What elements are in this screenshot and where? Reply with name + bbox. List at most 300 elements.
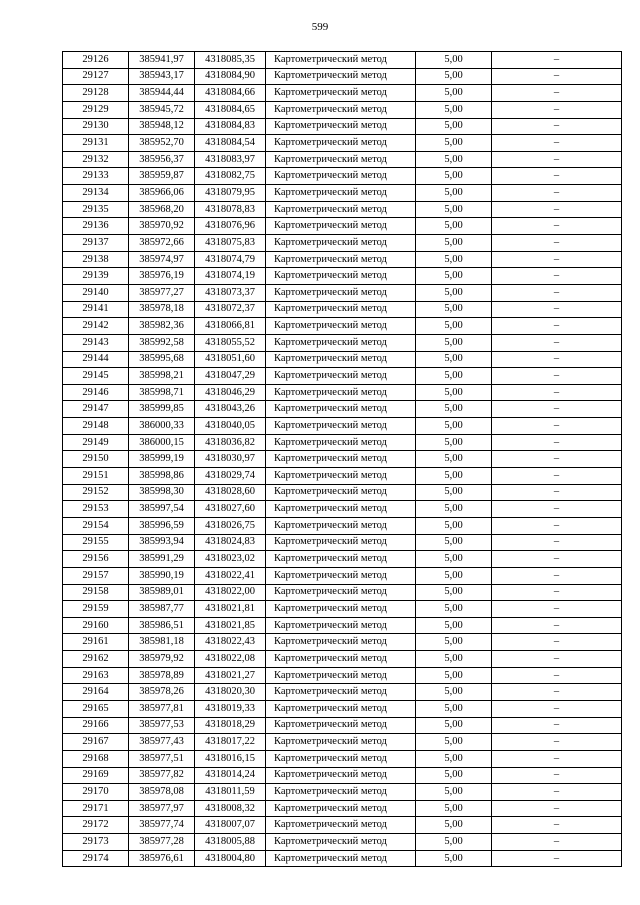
x-coordinate-cell: 385989,01 (129, 584, 195, 601)
note-cell: – (492, 218, 622, 235)
y-coordinate-cell: 4318079,95 (195, 185, 266, 202)
error-cell: 5,00 (416, 434, 492, 451)
x-coordinate-cell: 385979,92 (129, 651, 195, 668)
table-row (63, 368, 622, 385)
table-row (63, 151, 622, 168)
y-coordinate-cell: 4318084,54 (195, 135, 266, 152)
error-cell: 5,00 (416, 101, 492, 118)
point-number-cell: 29141 (63, 301, 129, 318)
table-row (63, 484, 622, 501)
table-row (63, 318, 622, 335)
note-cell: – (492, 418, 622, 435)
x-coordinate-cell: 385998,71 (129, 384, 195, 401)
table-row (63, 284, 622, 301)
x-coordinate-cell: 385977,28 (129, 834, 195, 851)
x-coordinate-cell: 385997,54 (129, 501, 195, 518)
x-coordinate-cell: 385959,87 (129, 168, 195, 185)
error-cell: 5,00 (416, 418, 492, 435)
point-number-cell: 29159 (63, 601, 129, 618)
table-row (63, 451, 622, 468)
note-cell: – (492, 334, 622, 351)
table-row (63, 684, 622, 701)
error-cell: 5,00 (416, 118, 492, 135)
page-number: 599 (311, 21, 329, 33)
note-cell: – (492, 534, 622, 551)
error-cell: 5,00 (416, 617, 492, 634)
table-row (63, 784, 622, 801)
y-coordinate-cell: 4318019,33 (195, 700, 266, 717)
point-number-cell: 29164 (63, 684, 129, 701)
point-number-cell: 29172 (63, 817, 129, 834)
y-coordinate-cell: 4318055,52 (195, 334, 266, 351)
x-coordinate-cell: 385982,36 (129, 318, 195, 335)
table-row (63, 551, 622, 568)
y-coordinate-cell: 4318026,75 (195, 517, 266, 534)
error-cell: 5,00 (416, 784, 492, 801)
x-coordinate-cell: 385945,72 (129, 101, 195, 118)
table-row (63, 418, 622, 435)
method-cell: Картометрический метод (266, 534, 416, 551)
table-row (63, 800, 622, 817)
y-coordinate-cell: 4318021,85 (195, 617, 266, 634)
method-cell: Картометрический метод (266, 101, 416, 118)
error-cell: 5,00 (416, 351, 492, 368)
error-cell: 5,00 (416, 384, 492, 401)
y-coordinate-cell: 4318036,82 (195, 434, 266, 451)
error-cell: 5,00 (416, 251, 492, 268)
y-coordinate-cell: 4318075,83 (195, 235, 266, 252)
x-coordinate-cell: 385944,44 (129, 85, 195, 102)
point-number-cell: 29145 (63, 368, 129, 385)
method-cell: Картометрический метод (266, 517, 416, 534)
x-coordinate-cell: 385998,30 (129, 484, 195, 501)
y-coordinate-cell: 4318011,59 (195, 784, 266, 801)
point-number-cell: 29158 (63, 584, 129, 601)
method-cell: Картометрический метод (266, 784, 416, 801)
error-cell: 5,00 (416, 850, 492, 867)
point-number-cell: 29154 (63, 517, 129, 534)
note-cell: – (492, 834, 622, 851)
point-number-cell: 29128 (63, 85, 129, 102)
note-cell: – (492, 717, 622, 734)
error-cell: 5,00 (416, 567, 492, 584)
note-cell: – (492, 318, 622, 335)
method-cell: Картометрический метод (266, 368, 416, 385)
error-cell: 5,00 (416, 185, 492, 202)
note-cell: – (492, 551, 622, 568)
method-cell: Картометрический метод (266, 501, 416, 518)
note-cell: – (492, 268, 622, 285)
note-cell: – (492, 800, 622, 817)
table-row (63, 384, 622, 401)
x-coordinate-cell: 385970,92 (129, 218, 195, 235)
method-cell: Картометрический метод (266, 168, 416, 185)
method-cell: Картометрический метод (266, 68, 416, 85)
table-row (63, 235, 622, 252)
y-coordinate-cell: 4318082,75 (195, 168, 266, 185)
note-cell: – (492, 850, 622, 867)
note-cell: – (492, 52, 622, 69)
x-coordinate-cell: 385991,29 (129, 551, 195, 568)
x-coordinate-cell: 385986,51 (129, 617, 195, 634)
method-cell: Картометрический метод (266, 351, 416, 368)
point-number-cell: 29148 (63, 418, 129, 435)
x-coordinate-cell: 385976,19 (129, 268, 195, 285)
method-cell: Картометрический метод (266, 817, 416, 834)
point-number-cell: 29155 (63, 534, 129, 551)
table-row (63, 567, 622, 584)
table-row (63, 601, 622, 618)
y-coordinate-cell: 4318028,60 (195, 484, 266, 501)
table-row (63, 750, 622, 767)
table-row (63, 534, 622, 551)
point-number-cell: 29153 (63, 501, 129, 518)
table-row (63, 135, 622, 152)
point-number-cell: 29161 (63, 634, 129, 651)
method-cell: Картометрический метод (266, 750, 416, 767)
x-coordinate-cell: 385977,74 (129, 817, 195, 834)
coordinates-table (62, 51, 622, 867)
method-cell: Картометрический метод (266, 401, 416, 418)
method-cell: Картометрический метод (266, 418, 416, 435)
method-cell: Картометрический метод (266, 301, 416, 318)
method-cell: Картометрический метод (266, 118, 416, 135)
y-coordinate-cell: 4318040,05 (195, 418, 266, 435)
y-coordinate-cell: 4318084,90 (195, 68, 266, 85)
y-coordinate-cell: 4318022,43 (195, 634, 266, 651)
x-coordinate-cell: 385995,68 (129, 351, 195, 368)
note-cell: – (492, 401, 622, 418)
x-coordinate-cell: 385956,37 (129, 151, 195, 168)
error-cell: 5,00 (416, 800, 492, 817)
point-number-cell: 29171 (63, 800, 129, 817)
point-number-cell: 29169 (63, 767, 129, 784)
y-coordinate-cell: 4318021,27 (195, 667, 266, 684)
y-coordinate-cell: 4318084,83 (195, 118, 266, 135)
note-cell: – (492, 368, 622, 385)
error-cell: 5,00 (416, 318, 492, 335)
point-number-cell: 29129 (63, 101, 129, 118)
error-cell: 5,00 (416, 235, 492, 252)
error-cell: 5,00 (416, 218, 492, 235)
y-coordinate-cell: 4318022,41 (195, 567, 266, 584)
table-row (63, 68, 622, 85)
note-cell: – (492, 784, 622, 801)
point-number-cell: 29167 (63, 734, 129, 751)
point-number-cell: 29143 (63, 334, 129, 351)
point-number-cell: 29173 (63, 834, 129, 851)
y-coordinate-cell: 4318074,79 (195, 251, 266, 268)
y-coordinate-cell: 4318030,97 (195, 451, 266, 468)
method-cell: Картометрический метод (266, 218, 416, 235)
x-coordinate-cell: 385977,43 (129, 734, 195, 751)
note-cell: – (492, 384, 622, 401)
error-cell: 5,00 (416, 68, 492, 85)
table-row (63, 850, 622, 867)
table-row (63, 118, 622, 135)
y-coordinate-cell: 4318046,29 (195, 384, 266, 401)
point-number-cell: 29134 (63, 185, 129, 202)
note-cell: – (492, 451, 622, 468)
y-coordinate-cell: 4318066,81 (195, 318, 266, 335)
point-number-cell: 29137 (63, 235, 129, 252)
point-number-cell: 29140 (63, 284, 129, 301)
x-coordinate-cell: 385948,12 (129, 118, 195, 135)
method-cell: Картометрический метод (266, 717, 416, 734)
method-cell: Картометрический метод (266, 251, 416, 268)
method-cell: Картометрический метод (266, 151, 416, 168)
x-coordinate-cell: 385977,27 (129, 284, 195, 301)
x-coordinate-cell: 385999,85 (129, 401, 195, 418)
error-cell: 5,00 (416, 517, 492, 534)
y-coordinate-cell: 4318018,29 (195, 717, 266, 734)
y-coordinate-cell: 4318072,37 (195, 301, 266, 318)
x-coordinate-cell: 385974,97 (129, 251, 195, 268)
method-cell: Картометрический метод (266, 601, 416, 618)
table-row (63, 468, 622, 485)
table-row (63, 767, 622, 784)
point-number-cell: 29130 (63, 118, 129, 135)
note-cell: – (492, 201, 622, 218)
x-coordinate-cell: 385976,61 (129, 850, 195, 867)
method-cell: Картометрический метод (266, 651, 416, 668)
x-coordinate-cell: 385977,82 (129, 767, 195, 784)
note-cell: – (492, 517, 622, 534)
y-coordinate-cell: 4318004,80 (195, 850, 266, 867)
error-cell: 5,00 (416, 268, 492, 285)
error-cell: 5,00 (416, 667, 492, 684)
y-coordinate-cell: 4318084,65 (195, 101, 266, 118)
table-row (63, 634, 622, 651)
note-cell: – (492, 301, 622, 318)
point-number-cell: 29152 (63, 484, 129, 501)
error-cell: 5,00 (416, 651, 492, 668)
error-cell: 5,00 (416, 551, 492, 568)
y-coordinate-cell: 4318017,22 (195, 734, 266, 751)
table-row (63, 734, 622, 751)
point-number-cell: 29150 (63, 451, 129, 468)
table-row (63, 517, 622, 534)
x-coordinate-cell: 385941,97 (129, 52, 195, 69)
note-cell: – (492, 651, 622, 668)
x-coordinate-cell: 385966,06 (129, 185, 195, 202)
note-cell: – (492, 235, 622, 252)
y-coordinate-cell: 4318029,74 (195, 468, 266, 485)
table-row (63, 834, 622, 851)
error-cell: 5,00 (416, 401, 492, 418)
note-cell: – (492, 101, 622, 118)
x-coordinate-cell: 385999,19 (129, 451, 195, 468)
point-number-cell: 29160 (63, 617, 129, 634)
point-number-cell: 29149 (63, 434, 129, 451)
method-cell: Картометрический метод (266, 584, 416, 601)
point-number-cell: 29170 (63, 784, 129, 801)
note-cell: – (492, 118, 622, 135)
y-coordinate-cell: 4318078,83 (195, 201, 266, 218)
method-cell: Картометрический метод (266, 800, 416, 817)
error-cell: 5,00 (416, 684, 492, 701)
y-coordinate-cell: 4318005,88 (195, 834, 266, 851)
point-number-cell: 29163 (63, 667, 129, 684)
x-coordinate-cell: 385996,59 (129, 517, 195, 534)
error-cell: 5,00 (416, 634, 492, 651)
table-row (63, 617, 622, 634)
error-cell: 5,00 (416, 334, 492, 351)
error-cell: 5,00 (416, 601, 492, 618)
note-cell: – (492, 185, 622, 202)
x-coordinate-cell: 385972,66 (129, 235, 195, 252)
error-cell: 5,00 (416, 151, 492, 168)
method-cell: Картометрический метод (266, 201, 416, 218)
method-cell: Картометрический метод (266, 617, 416, 634)
y-coordinate-cell: 4318007,07 (195, 817, 266, 834)
note-cell: – (492, 567, 622, 584)
note-cell: – (492, 684, 622, 701)
note-cell: – (492, 750, 622, 767)
error-cell: 5,00 (416, 451, 492, 468)
error-cell: 5,00 (416, 834, 492, 851)
table-row (63, 717, 622, 734)
x-coordinate-cell: 385978,08 (129, 784, 195, 801)
y-coordinate-cell: 4318085,35 (195, 52, 266, 69)
point-number-cell: 29131 (63, 135, 129, 152)
table-row (63, 334, 622, 351)
method-cell: Картометрический метод (266, 634, 416, 651)
table-row (63, 651, 622, 668)
table-row (63, 251, 622, 268)
point-number-cell: 29135 (63, 201, 129, 218)
note-cell: – (492, 351, 622, 368)
method-cell: Картометрический метод (266, 52, 416, 69)
method-cell: Картометрический метод (266, 451, 416, 468)
error-cell: 5,00 (416, 484, 492, 501)
error-cell: 5,00 (416, 368, 492, 385)
table-row (63, 101, 622, 118)
point-number-cell: 29133 (63, 168, 129, 185)
x-coordinate-cell: 385952,70 (129, 135, 195, 152)
note-cell: – (492, 251, 622, 268)
x-coordinate-cell: 385993,94 (129, 534, 195, 551)
y-coordinate-cell: 4318027,60 (195, 501, 266, 518)
method-cell: Картометрический метод (266, 484, 416, 501)
method-cell: Картометрический метод (266, 551, 416, 568)
note-cell: – (492, 151, 622, 168)
y-coordinate-cell: 4318014,24 (195, 767, 266, 784)
x-coordinate-cell: 385990,19 (129, 567, 195, 584)
note-cell: – (492, 284, 622, 301)
y-coordinate-cell: 4318023,02 (195, 551, 266, 568)
x-coordinate-cell: 386000,15 (129, 434, 195, 451)
point-number-cell: 29156 (63, 551, 129, 568)
error-cell: 5,00 (416, 717, 492, 734)
note-cell: – (492, 767, 622, 784)
point-number-cell: 29147 (63, 401, 129, 418)
note-cell: – (492, 434, 622, 451)
error-cell: 5,00 (416, 501, 492, 518)
error-cell: 5,00 (416, 734, 492, 751)
method-cell: Картометрический метод (266, 185, 416, 202)
point-number-cell: 29165 (63, 700, 129, 717)
x-coordinate-cell: 386000,33 (129, 418, 195, 435)
y-coordinate-cell: 4318020,30 (195, 684, 266, 701)
error-cell: 5,00 (416, 135, 492, 152)
method-cell: Картометрический метод (266, 268, 416, 285)
y-coordinate-cell: 4318084,66 (195, 85, 266, 102)
table-row (63, 351, 622, 368)
error-cell: 5,00 (416, 52, 492, 69)
table-row (63, 401, 622, 418)
error-cell: 5,00 (416, 817, 492, 834)
point-number-cell: 29126 (63, 52, 129, 69)
method-cell: Картометрический метод (266, 684, 416, 701)
x-coordinate-cell: 385998,21 (129, 368, 195, 385)
method-cell: Картометрический метод (266, 850, 416, 867)
error-cell: 5,00 (416, 301, 492, 318)
note-cell: – (492, 700, 622, 717)
x-coordinate-cell: 385978,26 (129, 684, 195, 701)
method-cell: Картометрический метод (266, 734, 416, 751)
method-cell: Картометрический метод (266, 284, 416, 301)
x-coordinate-cell: 385977,51 (129, 750, 195, 767)
table-row (63, 817, 622, 834)
y-coordinate-cell: 4318008,32 (195, 800, 266, 817)
table-row (63, 700, 622, 717)
x-coordinate-cell: 385977,53 (129, 717, 195, 734)
x-coordinate-cell: 385977,81 (129, 700, 195, 717)
note-cell: – (492, 501, 622, 518)
method-cell: Картометрический метод (266, 135, 416, 152)
table-row (63, 218, 622, 235)
y-coordinate-cell: 4318076,96 (195, 218, 266, 235)
y-coordinate-cell: 4318047,29 (195, 368, 266, 385)
table-row (63, 268, 622, 285)
coordinates-table-body (63, 52, 622, 867)
y-coordinate-cell: 4318022,08 (195, 651, 266, 668)
x-coordinate-cell: 385943,17 (129, 68, 195, 85)
x-coordinate-cell: 385978,18 (129, 301, 195, 318)
point-number-cell: 29142 (63, 318, 129, 335)
point-number-cell: 29144 (63, 351, 129, 368)
x-coordinate-cell: 385998,86 (129, 468, 195, 485)
y-coordinate-cell: 4318043,26 (195, 401, 266, 418)
table-row (63, 185, 622, 202)
table-row (63, 584, 622, 601)
method-cell: Картометрический метод (266, 567, 416, 584)
y-coordinate-cell: 4318051,60 (195, 351, 266, 368)
error-cell: 5,00 (416, 700, 492, 717)
point-number-cell: 29127 (63, 68, 129, 85)
error-cell: 5,00 (416, 201, 492, 218)
point-number-cell: 29157 (63, 567, 129, 584)
note-cell: – (492, 601, 622, 618)
point-number-cell: 29138 (63, 251, 129, 268)
table-row (63, 201, 622, 218)
note-cell: – (492, 584, 622, 601)
method-cell: Картометрический метод (266, 318, 416, 335)
point-number-cell: 29174 (63, 850, 129, 867)
point-number-cell: 29168 (63, 750, 129, 767)
point-number-cell: 29139 (63, 268, 129, 285)
y-coordinate-cell: 4318016,15 (195, 750, 266, 767)
note-cell: – (492, 484, 622, 501)
method-cell: Картометрический метод (266, 384, 416, 401)
note-cell: – (492, 734, 622, 751)
error-cell: 5,00 (416, 584, 492, 601)
table-row (63, 667, 622, 684)
point-number-cell: 29136 (63, 218, 129, 235)
error-cell: 5,00 (416, 767, 492, 784)
method-cell: Картометрический метод (266, 434, 416, 451)
